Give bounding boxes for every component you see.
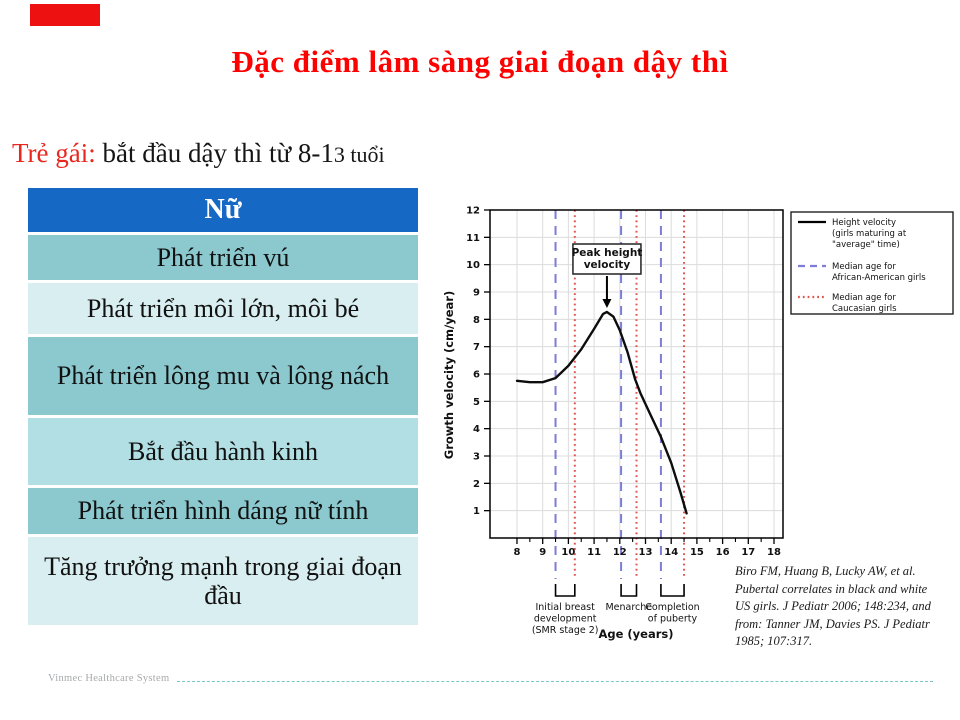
y-tick-label: 1 [473,506,480,518]
x-tick-label: 9 [539,547,547,558]
y-axis-label: Growth velocity (cm/year) [442,290,456,460]
female-puberty-table [28,188,418,628]
slide-title: Đặc điểm lâm sàng giai đoạn dậy thì [231,44,729,79]
x-axis-label: Age (years) [598,627,674,641]
table-row: Tăng trưởng mạnh trong giai đoạn đầu [28,537,418,625]
legend-label: African-American girls [832,273,926,283]
table-header-female: Nữ [28,188,418,232]
y-tick-label: 2 [473,478,480,490]
citation-line: US girls. J Pediatr 2006; 148:234, and [735,599,931,613]
legend-label: Median age for [832,262,896,272]
legend-label: Caucasian girls [832,304,897,314]
x-tick-label: 11 [587,547,602,558]
bracket-label: (SMR stage 2) [531,625,599,636]
citation-line: Pubertal correlates in black and white [735,581,928,596]
y-tick-label: 10 [466,260,480,272]
y-tick-label: 8 [473,314,480,326]
subtitle-girls-label: Trẻ gái: [12,138,96,168]
table-row: Phát triển lông mu và lông nách [28,337,418,415]
footer-divider-line [177,681,933,682]
y-tick-label: 6 [473,369,480,381]
bracket-label: of puberty [647,613,698,625]
peak-annotation-text: Peak height [571,247,643,259]
bracket-label: Initial breast [535,602,595,613]
bracket-label: development [533,613,597,625]
y-tick-label: 4 [473,424,480,436]
y-tick-label: 3 [473,451,480,463]
table-row: Phát triển môi lớn, môi bé [28,283,418,334]
y-axis [466,206,490,518]
y-tick-label: 9 [473,287,480,299]
chart-legend [791,212,953,314]
x-tick-label: 12 [612,547,627,558]
bracket-label: Menarche [605,602,653,613]
x-tick-label: 14 [664,547,679,558]
y-tick-label: 7 [473,342,480,354]
footer-brand: Vinmec Healthcare System [48,673,170,684]
y-tick-label: 12 [466,205,480,217]
table-row: Bắt đầu hành kinh [28,418,418,485]
x-tick-label: 16 [715,547,730,558]
citation-line: from: Tanner JM, Davies PS. J Pediatr [735,616,930,631]
bracket-label: Completion [645,602,700,613]
legend-label: "average" time) [832,240,900,250]
table-row: Phát triển hình dáng nữ tính [28,488,418,534]
legend-label: Height velocity [832,218,897,228]
x-tick-label: 13 [638,547,653,558]
legend-label: Median age for [832,293,896,303]
x-tick-label: 8 [513,547,521,558]
x-tick-label: 15 [689,547,704,558]
subtitle-age-suffix: 3 tuổi [333,142,385,167]
x-axis [514,538,781,558]
legend-label: (girls maturing at [832,229,907,239]
subtitle [12,138,482,169]
y-tick-label: 11 [466,232,480,244]
peak-annotation-text: velocity [583,259,631,271]
citation-line: 1985; 107:317. [735,634,813,648]
citation-line: Biro FM, Huang B, Lucky AW, et al. [735,564,916,578]
x-tick-label: 17 [741,547,756,558]
subtitle-main-text: bắt đầu dậy thì từ 8-1 [95,138,334,168]
x-tick-label: 10 [561,547,576,558]
red-accent-box [30,4,100,26]
table-row: Phát triển vú [28,235,418,280]
peak-annotation [572,244,643,308]
citation [735,563,960,651]
x-tick-label: 18 [767,547,781,558]
y-tick-label: 5 [473,396,480,408]
